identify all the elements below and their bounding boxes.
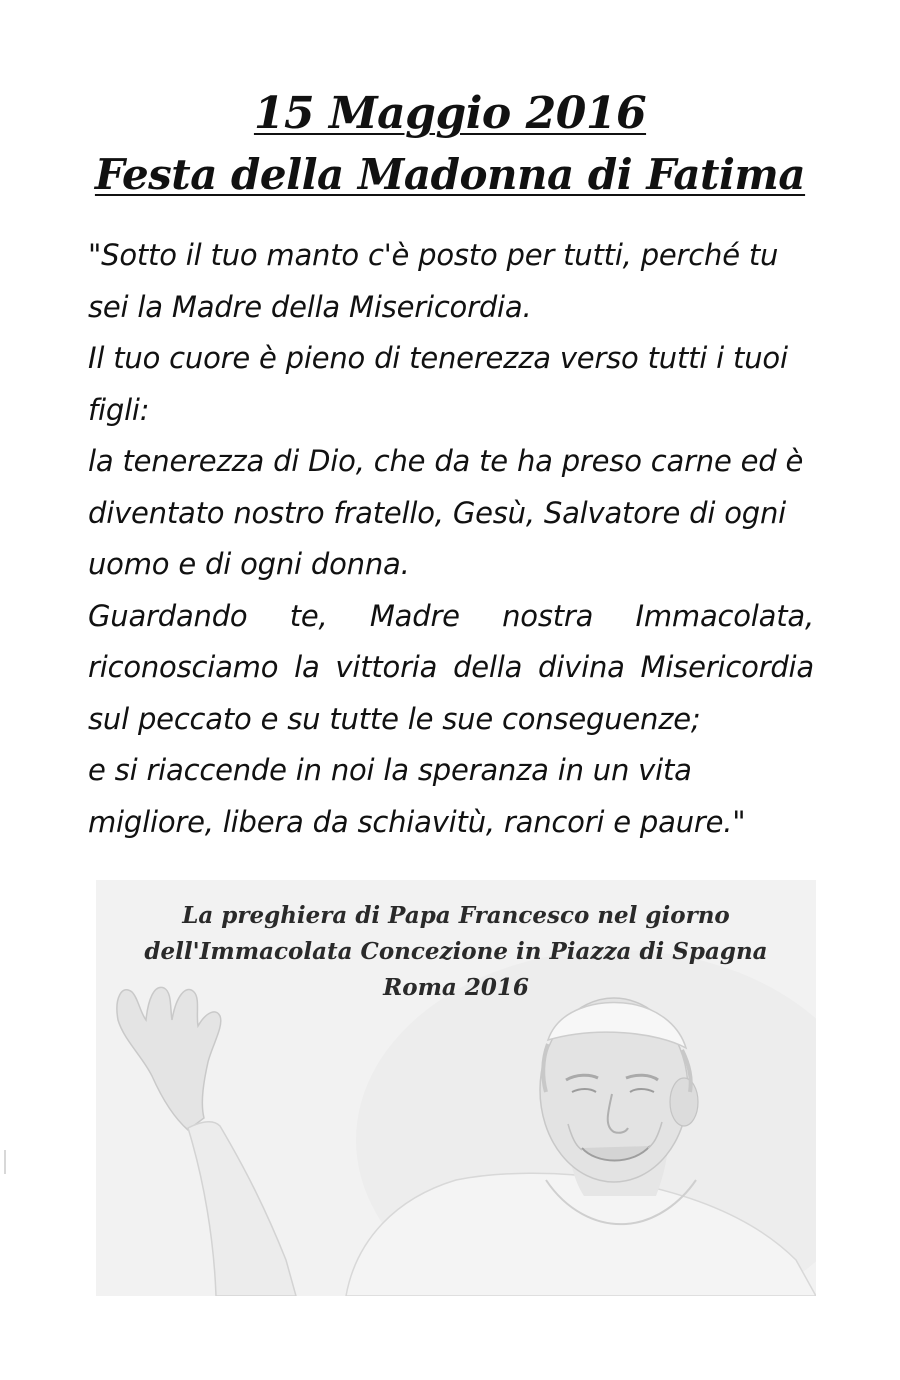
page-title-date: 15 Maggio 2016 — [253, 88, 647, 139]
prayer-paragraph: la tenerezza di Dio, che da te ha preso carne ed è diventato nostro fratello, Gesù, Salvatore di ogni uomo e di ogni donna. — [88, 444, 804, 581]
prayer-paragraph: "Sotto il tuo manto c'è posto per tutti, perché tu sei la Madre della Misericordia. — [88, 238, 779, 324]
photo-caption-line: dell'Immacolata Concezione in Piazza di Spagna — [144, 938, 768, 965]
pope-photo-card — [96, 880, 816, 1296]
page-title-feast: Festa della Madonna di Fatima — [94, 150, 806, 199]
prayer-text — [88, 230, 814, 848]
prayer-paragraph: Guardando te, Madre nostra Immacolata, riconosciamo la vittoria della divina Misericordia sul peccato e su tutte le sue conseguenze; — [88, 598, 814, 736]
scan-edge-mark — [4, 1150, 6, 1174]
photo-caption-line: Roma 2016 — [383, 974, 529, 1001]
prayer-paragraph: Il tuo cuore è pieno di tenerezza verso tutti i tuoi figli: — [88, 341, 788, 427]
prayer-paragraph: e si riaccende in noi la speranza in un vita migliore, libera da schiavitù, rancori e paure." — [88, 753, 746, 839]
photo-caption-line: La preghiera di Papa Francesco nel giorno — [182, 902, 730, 929]
